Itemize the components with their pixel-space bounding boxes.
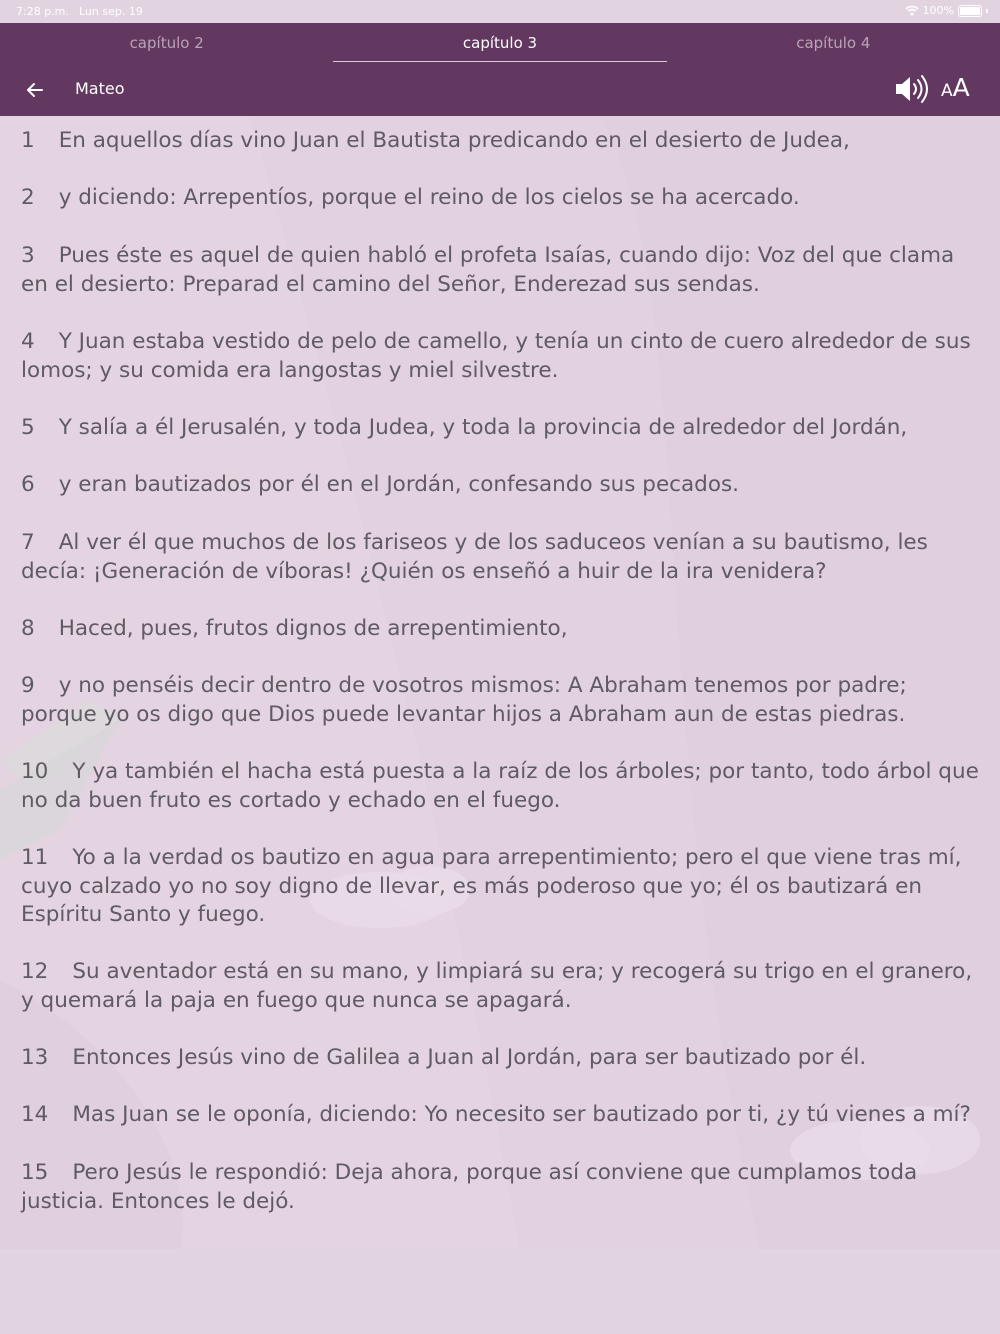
verse — [21, 184, 979, 213]
verse-text: Al ver él que muchos de los fariseos y de los saduceos venían a su bautismo, les decía: ¡Generación de víboras! ¿Quién os enseñó a huir de la ira venidera? — [21, 530, 928, 584]
verse-number: 12 — [21, 959, 49, 984]
verse-number: 8 — [21, 616, 35, 641]
battery-percent: 100% — [922, 4, 954, 17]
verse-text: En aquellos días vino Juan el Bautista predicando en el desierto de Judea, — [58, 128, 850, 153]
verse — [21, 1159, 979, 1216]
verse-number: 6 — [21, 472, 35, 497]
verse-text: Y salía a él Jerusalén, y toda Judea, y toda la provincia de alrededor del Jordán, — [58, 415, 908, 440]
verse-text: Su aventador está en su mano, y limpiará su era; y recogerá su trigo en el granero, y quemará la paja en fuego que nunca se apagará. — [21, 959, 973, 1013]
verse — [21, 1044, 979, 1073]
verse-text: Mas Juan se le oponía, diciendo: Yo necesito ser bautizado por ti, ¿y tú vienes a mí? — [72, 1102, 971, 1127]
speaker-icon — [893, 73, 931, 105]
verse-text: Pues éste es aquel de quien habló el profeta Isaías, cuando dijo: Voz del que clama en el desierto: Preparad el camino del Señor, Enderezad sus sendas. — [21, 243, 955, 297]
verse — [21, 958, 979, 1015]
verse-text: Yo a la verdad os bautizo en agua para arrepentimiento; pero el que viene tras mí, cuyo calzado yo no soy digno de llevar, es más poderoso que yo; él os bautizará en Espíritu Santo y fuego. — [21, 845, 962, 927]
battery-tip — [986, 9, 988, 13]
tab-chapter-2[interactable]: capítulo 2 — [129, 34, 204, 52]
verse-number: 2 — [21, 185, 35, 210]
verse — [21, 328, 979, 385]
chapter-tabs — [0, 23, 1000, 63]
font-size-button[interactable] — [941, 73, 970, 105]
verse-text: Y ya también el hacha está puesta a la raíz de los árboles; por tanto, todo árbol que no da buen fruto es cortado y echado en el fuego. — [21, 759, 979, 813]
back-button[interactable] — [18, 75, 52, 105]
verse-text: Pero Jesús le respondió: Deja ahora, porque así conviene que cumplamos toda justicia. Entonces le dejó. — [21, 1160, 918, 1214]
wifi-icon — [905, 5, 919, 16]
verse-content — [0, 116, 1000, 1249]
tab-chapter-4[interactable]: capítulo 4 — [796, 34, 871, 52]
audio-button[interactable] — [893, 73, 931, 105]
status-time: 7:28 p.m. — [16, 5, 69, 18]
verse — [21, 672, 979, 729]
verse-number: 11 — [21, 845, 49, 870]
verse-number: 15 — [21, 1160, 49, 1185]
verse-text: y eran bautizados por él en el Jordán, confesando sus pecados. — [58, 472, 740, 497]
verse-number: 7 — [21, 530, 35, 555]
verse — [21, 414, 979, 443]
verse — [21, 529, 979, 586]
verse-number: 13 — [21, 1045, 49, 1070]
verse-text: Y Juan estaba vestido de pelo de camello, y tenía un cinto de cuero alrededor de sus lomos; y su comida era langostas y miel silvestre. — [21, 329, 971, 383]
verse — [21, 471, 979, 500]
verse-number: 14 — [21, 1102, 49, 1127]
verse — [21, 127, 979, 156]
verse — [21, 1101, 979, 1130]
verse-text: Entonces Jesús vino de Galilea a Juan al Jordán, para ser bautizado por él. — [72, 1045, 867, 1070]
verse-number: 4 — [21, 329, 35, 354]
book-title: Mateo — [75, 79, 125, 98]
verse-number: 3 — [21, 243, 35, 268]
status-right — [905, 4, 988, 17]
verse-number: 1 — [21, 128, 35, 153]
verse — [21, 844, 979, 930]
verse — [21, 615, 979, 644]
verse — [21, 758, 979, 815]
font-size-small-label: A — [941, 81, 953, 101]
verse-number: 10 — [21, 759, 49, 784]
font-size-big-label: A — [952, 73, 970, 102]
battery-icon — [958, 5, 982, 17]
back-arrow-icon — [18, 75, 52, 105]
verse-number: 5 — [21, 415, 35, 440]
tab-chapter-3[interactable]: capítulo 3 — [333, 23, 666, 63]
status-bar — [0, 0, 1000, 23]
status-date: Lun sep. 19 — [79, 5, 143, 18]
verse-text: y no penséis decir dentro de vosotros mismos: A Abraham tenemos por padre; porque yo os digo que Dios puede levantar hijos a Abraham aun de estas piedras. — [21, 673, 907, 727]
verse-text: y diciendo: Arrepentíos, porque el reino de los cielos se ha acercado. — [58, 185, 800, 210]
navbar — [0, 63, 1000, 116]
header — [0, 23, 1000, 116]
verse-text: Haced, pues, frutos dignos de arrepentimiento, — [58, 616, 568, 641]
verse — [21, 242, 979, 299]
verse-number: 9 — [21, 673, 35, 698]
